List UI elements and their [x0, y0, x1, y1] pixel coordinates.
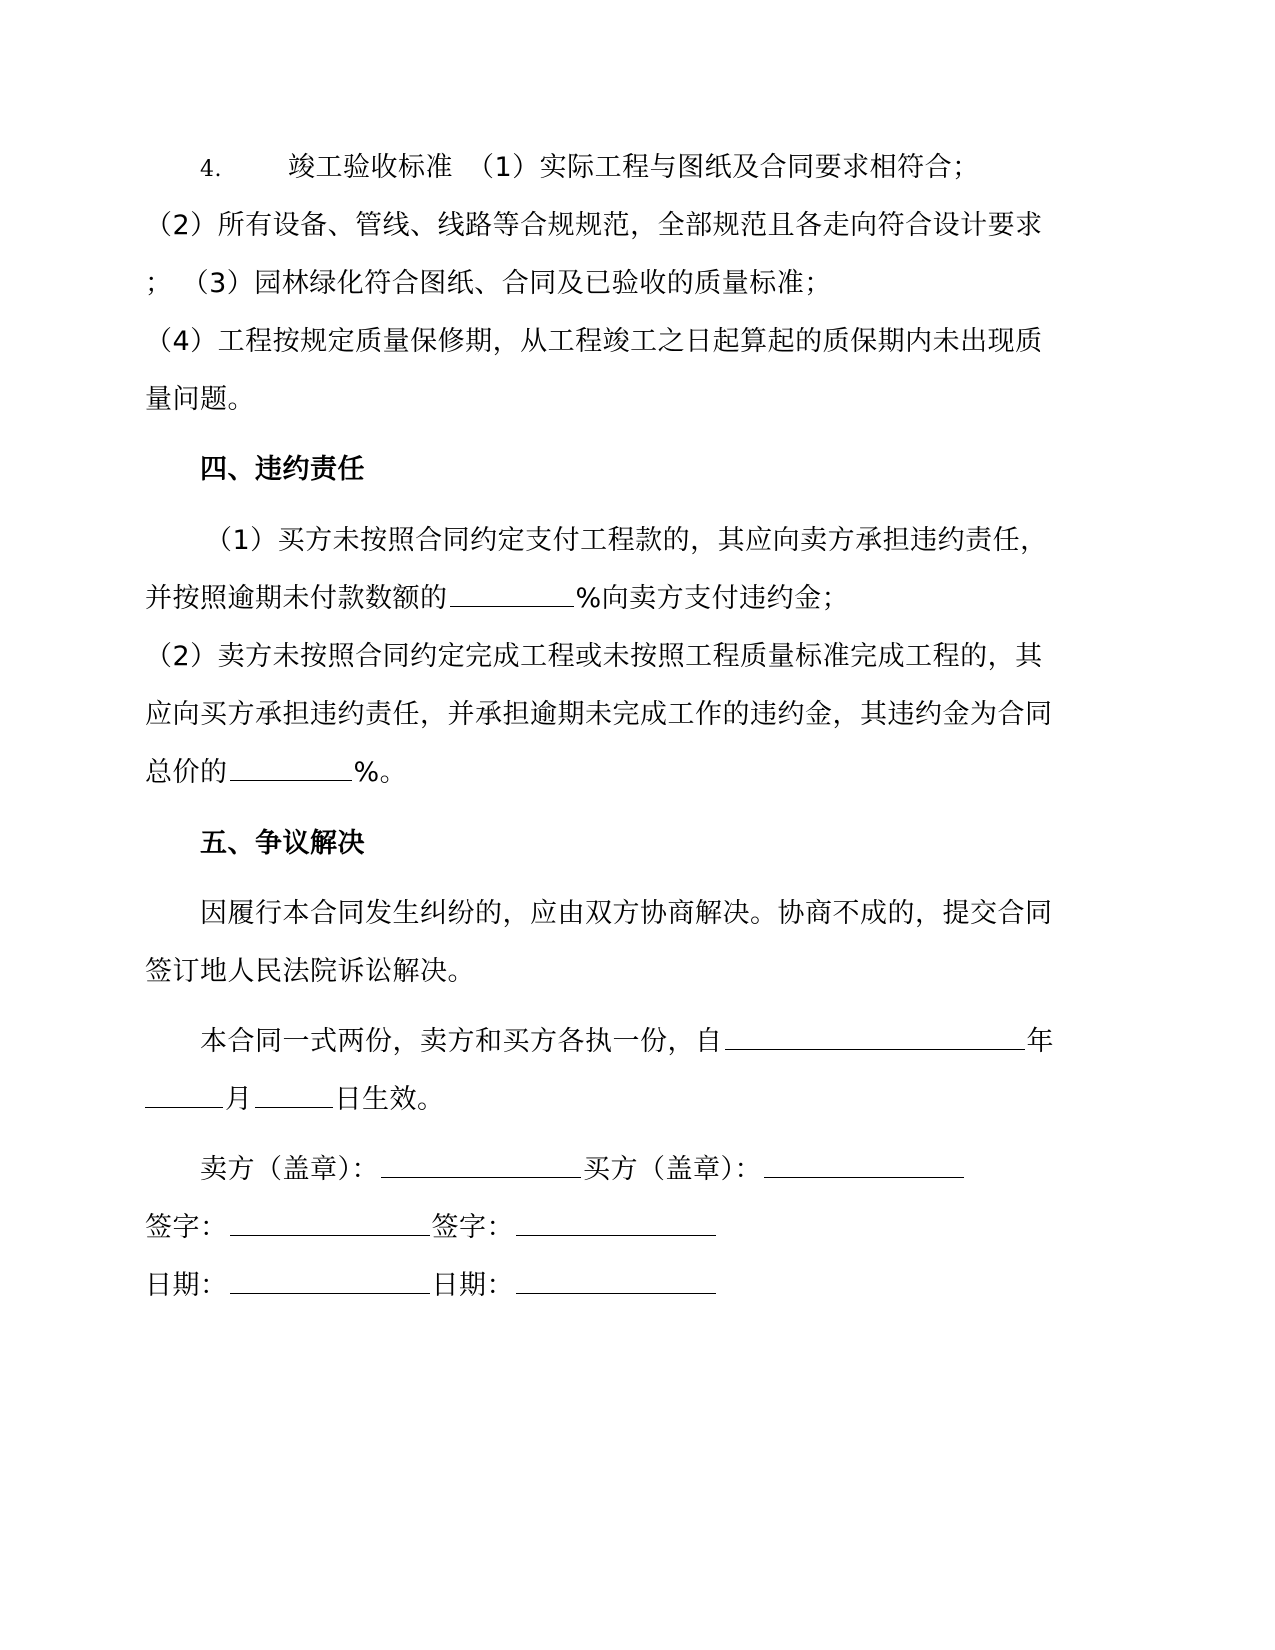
effective-year-blank — [725, 1025, 1025, 1050]
section4-clause1-line2 — [145, 581, 849, 617]
seller-sign-blank — [230, 1211, 430, 1236]
item4-point4-line2: 量问题。 — [145, 384, 255, 415]
item4-point1: （1）实际工程与图纸及合同要求相符合； — [467, 152, 980, 183]
item4-title: 竣工验收标准 — [288, 152, 453, 183]
section4-clause2-line2: 应向买方承担违约责任，并承担逾期未完成工作的违约金，其违约金为合同 — [145, 699, 1053, 730]
effective-month-blank — [145, 1083, 223, 1108]
day-effective-label: 日生效。 — [334, 1084, 445, 1115]
date-line — [145, 1268, 718, 1304]
seller-seal-blank — [381, 1153, 581, 1178]
penalty-rate-blank-2 — [230, 756, 352, 781]
section4-clause2-line1: （2）卖方未按照合同约定完成工程或未按照工程质量标准完成工程的，其 — [145, 641, 1043, 672]
closing-text: 本合同一式两份，卖方和买方各执一份，自 — [200, 1026, 723, 1057]
section4-clause2-line3 — [145, 755, 407, 791]
buyer-seal-label: 买方（盖章）： — [583, 1154, 762, 1185]
seller-date-blank — [230, 1269, 430, 1294]
buyer-sign-blank — [516, 1211, 716, 1236]
clause2-text-after-blank: %。 — [353, 757, 408, 788]
section4-clause1-line1: （1）买方未按照合同约定支付工程款的，其应向卖方承担违约责任， — [205, 525, 1048, 556]
item4-point3: ； （3）园林绿化符合图纸、合同及已验收的质量标准； — [145, 268, 832, 299]
section5-line2: 签订地人民法院诉讼解决。 — [145, 956, 475, 987]
buyer-seal-blank — [764, 1153, 964, 1178]
clause1-text-after-blank: %向卖方支付违约金； — [575, 583, 850, 614]
section5-heading: 五、争议解决 — [200, 828, 365, 859]
section4-heading: 四、违约责任 — [200, 454, 365, 485]
item4-line — [200, 150, 980, 188]
section5-line1: 因履行本合同发生纠纷的，应由双方协商解决。协商不成的，提交合同 — [200, 898, 1053, 929]
buyer-date-label: 日期： — [431, 1270, 514, 1301]
seal-line — [200, 1152, 966, 1188]
item4-point2: （2）所有设备、管线、线路等合规规范，全部规范且各走向符合设计要求 — [145, 210, 1043, 241]
year-label: 年 — [1026, 1026, 1054, 1057]
item4-number: 4. — [200, 157, 222, 182]
month-label: 月 — [225, 1084, 253, 1115]
seller-seal-label: 卖方（盖章）： — [200, 1154, 379, 1185]
signature-line — [145, 1210, 718, 1246]
clause2-text-before-blank: 总价的 — [145, 757, 228, 788]
seller-date-label: 日期： — [145, 1270, 228, 1301]
item4-point4-line1: （4）工程按规定质量保修期，从工程竣工之日起算起的质保期内未出现质 — [145, 326, 1043, 357]
buyer-date-blank — [516, 1269, 716, 1294]
closing-line1 — [200, 1024, 1054, 1060]
clause1-text-before-blank: 并按照逾期未付款数额的 — [145, 583, 448, 614]
penalty-rate-blank-1 — [450, 582, 574, 607]
seller-sign-label: 签字： — [145, 1212, 228, 1243]
effective-day-blank — [255, 1083, 333, 1108]
closing-line2 — [145, 1082, 445, 1118]
buyer-sign-label: 签字： — [431, 1212, 514, 1243]
